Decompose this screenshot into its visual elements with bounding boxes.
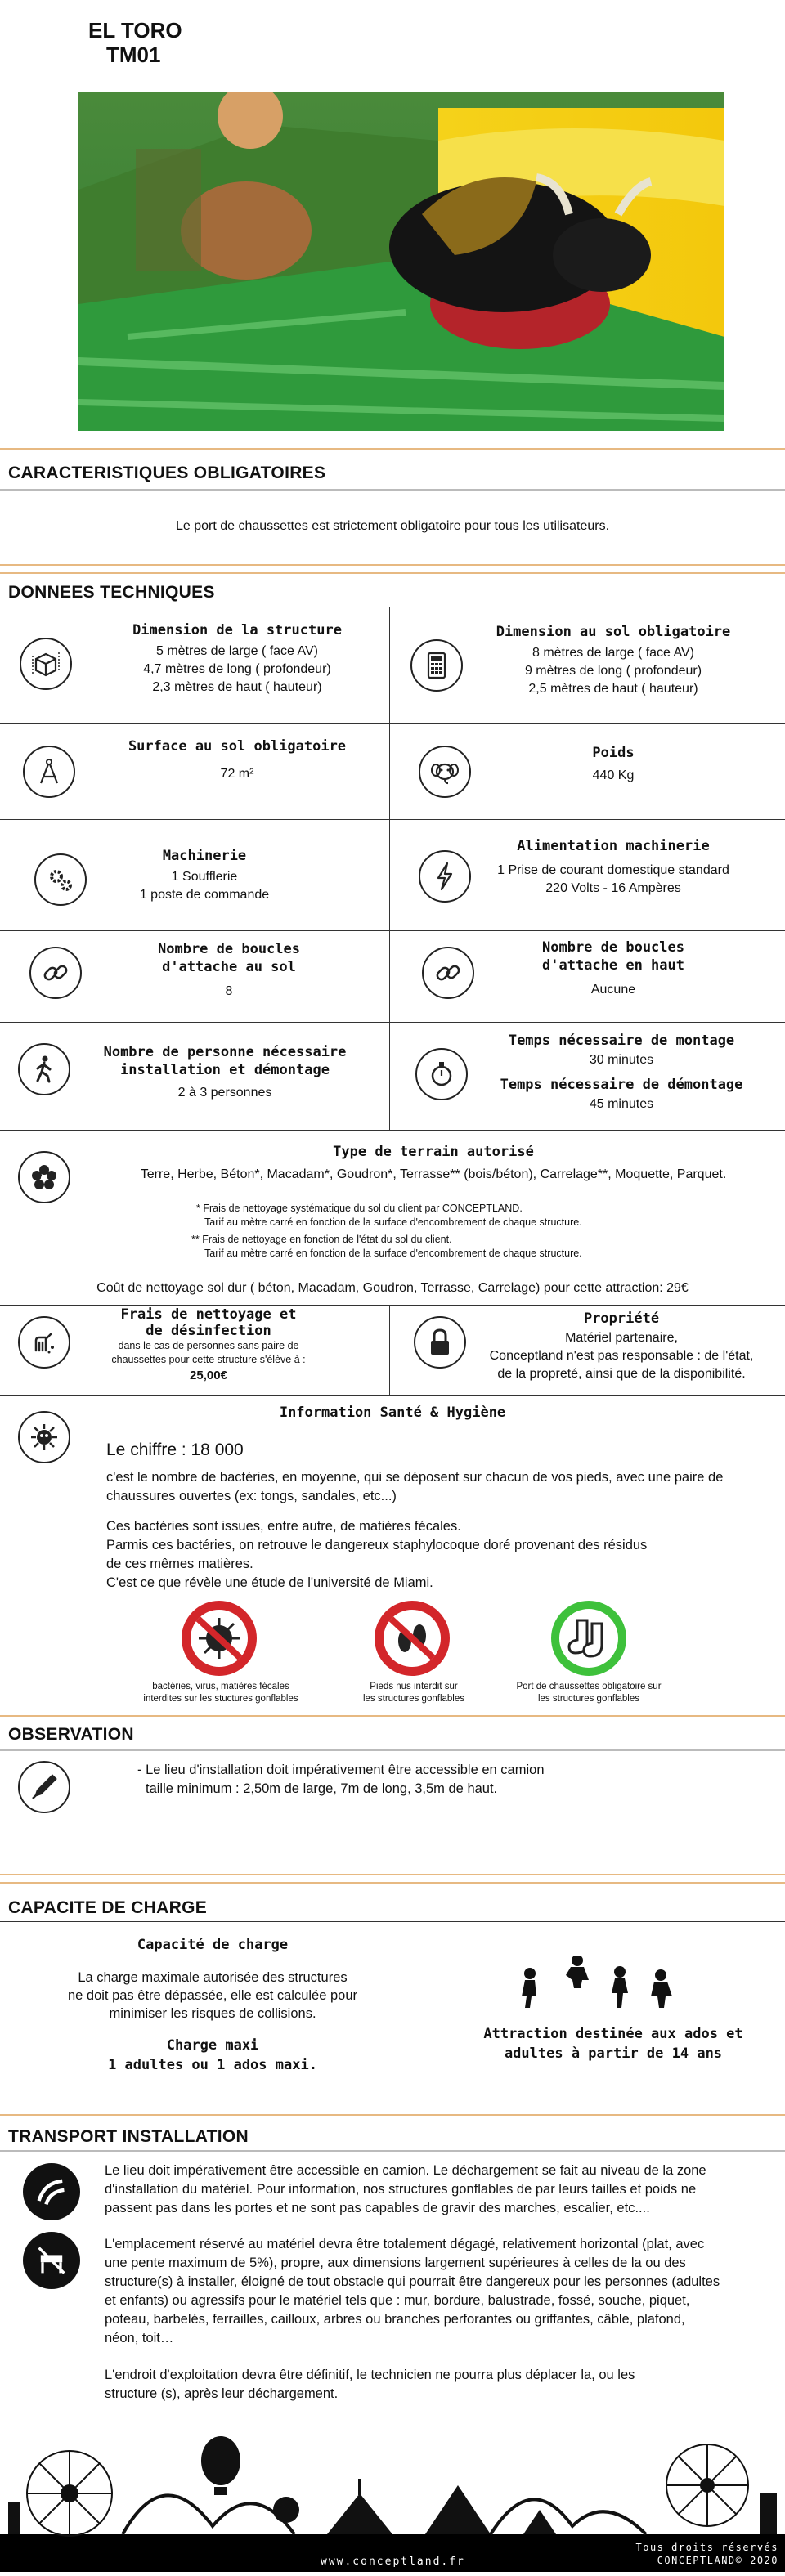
cell-value: 25,00€ xyxy=(190,1369,227,1382)
cell-machinerie xyxy=(90,847,319,904)
box-dimensions-icon xyxy=(20,638,72,690)
section-divider xyxy=(0,1882,785,1884)
section-divider xyxy=(0,448,785,450)
transport-paragraph-1 xyxy=(105,2162,706,2218)
cell-title: Temps nécessaire de montage xyxy=(508,1033,735,1049)
cell-value: 8 mètres de large ( face AV) xyxy=(532,646,694,660)
charge-max-title: Charge maxi xyxy=(166,2037,259,2054)
text-line: C'est ce que révèle une étude de l'université de Miami. xyxy=(106,1575,433,1590)
cell-value: 2 à 3 personnes xyxy=(177,1086,272,1100)
cell-value: 30 minutes xyxy=(589,1053,654,1067)
text-line: Parmis ces bactéries, on retrouve le dangereux staphylocoque doré provenant des résidus xyxy=(106,1538,648,1552)
text-line: passent pas dans les portes et ne sont pas capables de gravir des marches, escalier, etc.... xyxy=(105,2201,650,2215)
cell-title: Propriété xyxy=(583,1310,660,1327)
text-line: chaussures ouvertes (ex: tongs, sandales, etc...) xyxy=(106,1489,397,1503)
lightning-icon xyxy=(419,850,471,903)
cell-title: Frais de nettoyage et xyxy=(120,1306,297,1323)
text-line: CONCEPTLAND© 2020 xyxy=(657,2555,778,2566)
terrain-note: Tarif au mètre carré en fonction de la surface d'encombrement de chaque structure. xyxy=(204,1248,582,1259)
cell-capacite xyxy=(33,1936,392,2075)
table-line xyxy=(0,1921,785,1922)
caption-line: les structures gonflables xyxy=(362,1694,464,1704)
table-line xyxy=(0,819,785,820)
chain-link-icon xyxy=(29,947,82,999)
text-line: structure(s) à installer, éloigné de tout obstacle qui pourrait être dangereux pour les personnes (adultes xyxy=(105,2274,720,2289)
cell-value: 4,7 mètres de long ( profondeur) xyxy=(143,662,331,676)
no-barefoot-badge-icon xyxy=(375,1601,450,1676)
cell-title: Machinerie xyxy=(162,848,247,864)
cell-dimension-structure xyxy=(90,621,384,697)
cell-title: de désinfection xyxy=(146,1323,271,1339)
cell-personnes xyxy=(90,1043,360,1102)
section-title-obligatoires: CARACTERISTIQUES OBLIGATOIRES xyxy=(8,464,326,482)
hygiene-title: Information Santé & Hygiène xyxy=(279,1404,506,1421)
observation-text xyxy=(137,1761,545,1799)
cell-terrain xyxy=(90,1143,777,1184)
section-divider xyxy=(0,1749,785,1751)
cell-title: Dimension de la structure xyxy=(132,622,342,638)
cell-alimentation xyxy=(474,837,752,898)
table-column-divider xyxy=(389,607,390,1130)
cell-value: 45 minutes xyxy=(589,1097,654,1111)
chain-link-icon xyxy=(422,947,474,999)
padlock-icon xyxy=(414,1316,466,1369)
age-restriction xyxy=(442,2024,785,2063)
text-line: adultes à partir de 14 ans xyxy=(504,2045,723,2062)
gears-icon xyxy=(34,853,87,906)
text-line: Attraction destinée aux ados et xyxy=(483,2026,743,2042)
cell-temps xyxy=(474,1032,769,1113)
terrain-note: ** Frais de nettoyage en fonction de l'état du sol du client. xyxy=(191,1234,452,1245)
cell-value: 72 m² xyxy=(220,767,254,781)
cell-value: 1 Prise de courant domestique standard xyxy=(497,863,729,877)
section-divider xyxy=(0,564,785,566)
cell-propriete xyxy=(466,1310,777,1383)
text-line: néon, toit… xyxy=(105,2331,174,2345)
section-title-capacite: CAPACITE DE CHARGE xyxy=(8,1898,208,1917)
section-divider xyxy=(0,1874,785,1875)
badge-caption xyxy=(324,1681,504,1705)
calculator-icon xyxy=(410,639,463,692)
cell-title: Nombre de personne nécessaire xyxy=(103,1044,347,1060)
section-divider xyxy=(0,2114,785,2116)
cell-value: 440 Kg xyxy=(592,768,635,782)
cell-value: minimiser les risques de collisions. xyxy=(109,2006,316,2021)
cell-value: Matériel partenaire, xyxy=(565,1331,678,1345)
section-divider xyxy=(0,2150,785,2152)
cell-poids xyxy=(474,744,752,785)
cell-value: 8 xyxy=(225,984,233,998)
product-title-line1: EL TORO xyxy=(88,18,182,43)
cell-boucles-sol xyxy=(90,940,368,1001)
cell-value: de la propreté, ainsi que de la disponibilité. xyxy=(497,1367,746,1381)
table-line xyxy=(0,1395,785,1396)
terrain-notes xyxy=(191,1202,687,1261)
caption-line: les structures gonflables xyxy=(537,1694,639,1704)
hygiene-paragraph-2 xyxy=(106,1517,647,1593)
cell-title: installation et démontage xyxy=(120,1062,330,1078)
stopwatch-icon xyxy=(415,1048,468,1100)
cell-title: Nombre de boucles xyxy=(158,941,300,957)
text-line: c'est le nombre de bactéries, en moyenne, qui se déposent sur chacun de vos pieds, avec une paire de xyxy=(106,1470,724,1485)
text-line: poteau, barbelés, ferrailles, cailloux, arbres ou branches perforantes ou griffantes, câble, plafond, xyxy=(105,2312,685,2327)
text-line: d'installation du matériel. Pour information, nos structures gonflables de par leurs tailles et poids ne xyxy=(105,2182,697,2197)
cell-title: Nombre de boucles xyxy=(542,939,684,956)
no-bacteria-badge-icon xyxy=(182,1601,257,1676)
text-line: - Le lieu d'installation doit impérativement être accessible en camion xyxy=(137,1763,545,1777)
terrain-cost: Coût de nettoyage sol dur ( béton, Macadam, Goudron, Terrasse, Carrelage) pour cette attraction: 29€ xyxy=(96,1281,689,1295)
cell-value: La charge maximale autorisée des structures xyxy=(78,1970,348,1985)
footer-url[interactable]: www.conceptland.fr xyxy=(321,2556,465,2568)
cell-title: d'attache au sol xyxy=(162,959,296,975)
cell-title: Alimentation machinerie xyxy=(517,838,710,854)
badge-caption xyxy=(131,1681,311,1705)
cell-value: Terre, Herbe, Béton*, Macadam*, Goudron*, Terrasse** (bois/béton), Carrelage**, Moquette, Parquet. xyxy=(140,1167,727,1181)
compass-icon xyxy=(23,746,75,798)
cell-value: 2,3 mètres de haut ( hauteur) xyxy=(152,680,322,694)
section-title-techniques: DONNEES TECHNIQUES xyxy=(8,583,215,602)
text-line: Le lieu doit impérativement être accessible en camion. Le déchargement se fait au niveau de la zone xyxy=(105,2163,706,2178)
cell-dimension-sol xyxy=(474,623,752,698)
table-column-divider xyxy=(389,1305,390,1395)
hygiene-paragraph-1 xyxy=(106,1468,723,1506)
no-obstacle-icon xyxy=(23,2232,80,2289)
cell-title: d'attache en haut xyxy=(542,957,684,974)
cell-value: 220 Volts - 16 Ampères xyxy=(545,881,681,895)
hero xyxy=(0,0,785,441)
terrain-note: * Frais de nettoyage systématique du sol du client par CONCEPTLAND. xyxy=(196,1203,523,1214)
cell-value: dans le cas de personnes sans paire de xyxy=(118,1340,299,1351)
cell-value: 9 mètres de long ( profondeur) xyxy=(524,664,702,678)
cell-value: Aucune xyxy=(590,983,636,997)
charge-max-value: 1 adultes ou 1 ados maxi. xyxy=(108,2057,317,2073)
caption-line: bactéries, virus, matières fécales xyxy=(152,1682,289,1691)
section-title-observation: OBSERVATION xyxy=(8,1725,134,1744)
text-line: et enfants) ou agressifs pour le matériel tels que : mur, bordure, balustrade, fossé, souche, piquet, xyxy=(105,2293,690,2308)
text-line: L'emplacement réservé au matériel devra être totalement dégagé, relativement horizontal (plat, avec xyxy=(105,2237,705,2251)
text-line: une pente maximum de 5%), propre, aux dimensions largement supérieures à celles de la ou des xyxy=(105,2256,686,2270)
section-divider xyxy=(0,1715,785,1717)
cell-title: Type de terrain autorisé xyxy=(333,1144,534,1160)
product-photo xyxy=(78,92,724,431)
cell-boucles-haut xyxy=(474,939,752,999)
cell-value: 5 mètres de large ( face AV) xyxy=(155,644,318,658)
cell-title: Capacité de charge xyxy=(137,1937,289,1953)
cell-value: 1 Soufflerie xyxy=(171,870,238,884)
text-line: taille minimum : 2,50m de large, 7m de long, 3,5m de haut. xyxy=(146,1781,498,1796)
section-divider xyxy=(0,489,785,491)
socks-required-badge-icon xyxy=(551,1601,626,1676)
text-line: de ces mêmes matières. xyxy=(106,1557,253,1571)
cell-value: 2,5 mètres de haut ( hauteur) xyxy=(528,682,698,696)
cell-title: Temps nécessaire de démontage xyxy=(500,1077,743,1093)
obligatoires-text: Le port de chaussettes est strictement obligatoire pour tous les utilisateurs. xyxy=(175,519,610,533)
elephant-icon xyxy=(419,746,471,798)
cell-surface xyxy=(90,737,384,783)
product-title xyxy=(88,18,182,67)
table-line xyxy=(0,1305,785,1306)
table-line xyxy=(0,1130,785,1131)
table-line xyxy=(0,930,785,931)
text-line: Ces bactéries sont issues, entre autre, de matières fécales. xyxy=(106,1519,461,1534)
washing-hands-icon xyxy=(18,1316,70,1369)
pen-icon xyxy=(18,1761,70,1813)
transport-paragraph-2 xyxy=(105,2235,720,2348)
terrain-note: Tarif au mètre carré en fonction de la surface d'encombrement de chaque structure. xyxy=(204,1216,582,1228)
badge-caption xyxy=(499,1681,679,1705)
cell-value: ne doit pas être dépassée, elle est calculée pour xyxy=(67,1988,358,2003)
table-line xyxy=(0,723,785,724)
walking-person-icon xyxy=(18,1043,70,1095)
cell-title: Dimension au sol obligatoire xyxy=(496,624,731,640)
cell-value: 1 poste de commande xyxy=(139,888,270,902)
cell-title: Surface au sol obligatoire xyxy=(128,738,347,755)
flower-icon xyxy=(18,1151,70,1203)
section-divider xyxy=(0,572,785,574)
caption-line: interdites sur les stuctures gonflables xyxy=(143,1694,298,1704)
transport-paragraph-3 xyxy=(105,2366,635,2404)
text-line: Tous droits réservés xyxy=(635,2542,778,2553)
text-line: L'endroit d'exploitation devra être définitif, le technicien ne pourra plus déplacer la, ou les xyxy=(105,2368,635,2382)
section-title-transport: TRANSPORT INSTALLATION xyxy=(8,2127,249,2146)
caption-line: Port de chaussettes obligatoire sur xyxy=(516,1682,662,1691)
road-icon xyxy=(23,2163,80,2220)
product-title-line2: TM01 xyxy=(106,43,161,67)
kids-jumping-icon xyxy=(514,1956,685,2013)
text-line: structure (s), après leur déchargement. xyxy=(105,2386,339,2401)
cell-frais xyxy=(90,1306,327,1385)
cell-title: Poids xyxy=(592,745,635,761)
table-line xyxy=(0,1022,785,1023)
caption-line: Pieds nus interdit sur xyxy=(370,1682,458,1691)
cell-value: chaussettes pour cette structure s'élève à : xyxy=(111,1354,306,1365)
cell-value: Conceptland n'est pas responsable : de l'état, xyxy=(489,1349,754,1363)
footer-copyright xyxy=(636,2541,779,2567)
hygiene-chiffre: Le chiffre : 18 000 xyxy=(106,1440,244,1459)
